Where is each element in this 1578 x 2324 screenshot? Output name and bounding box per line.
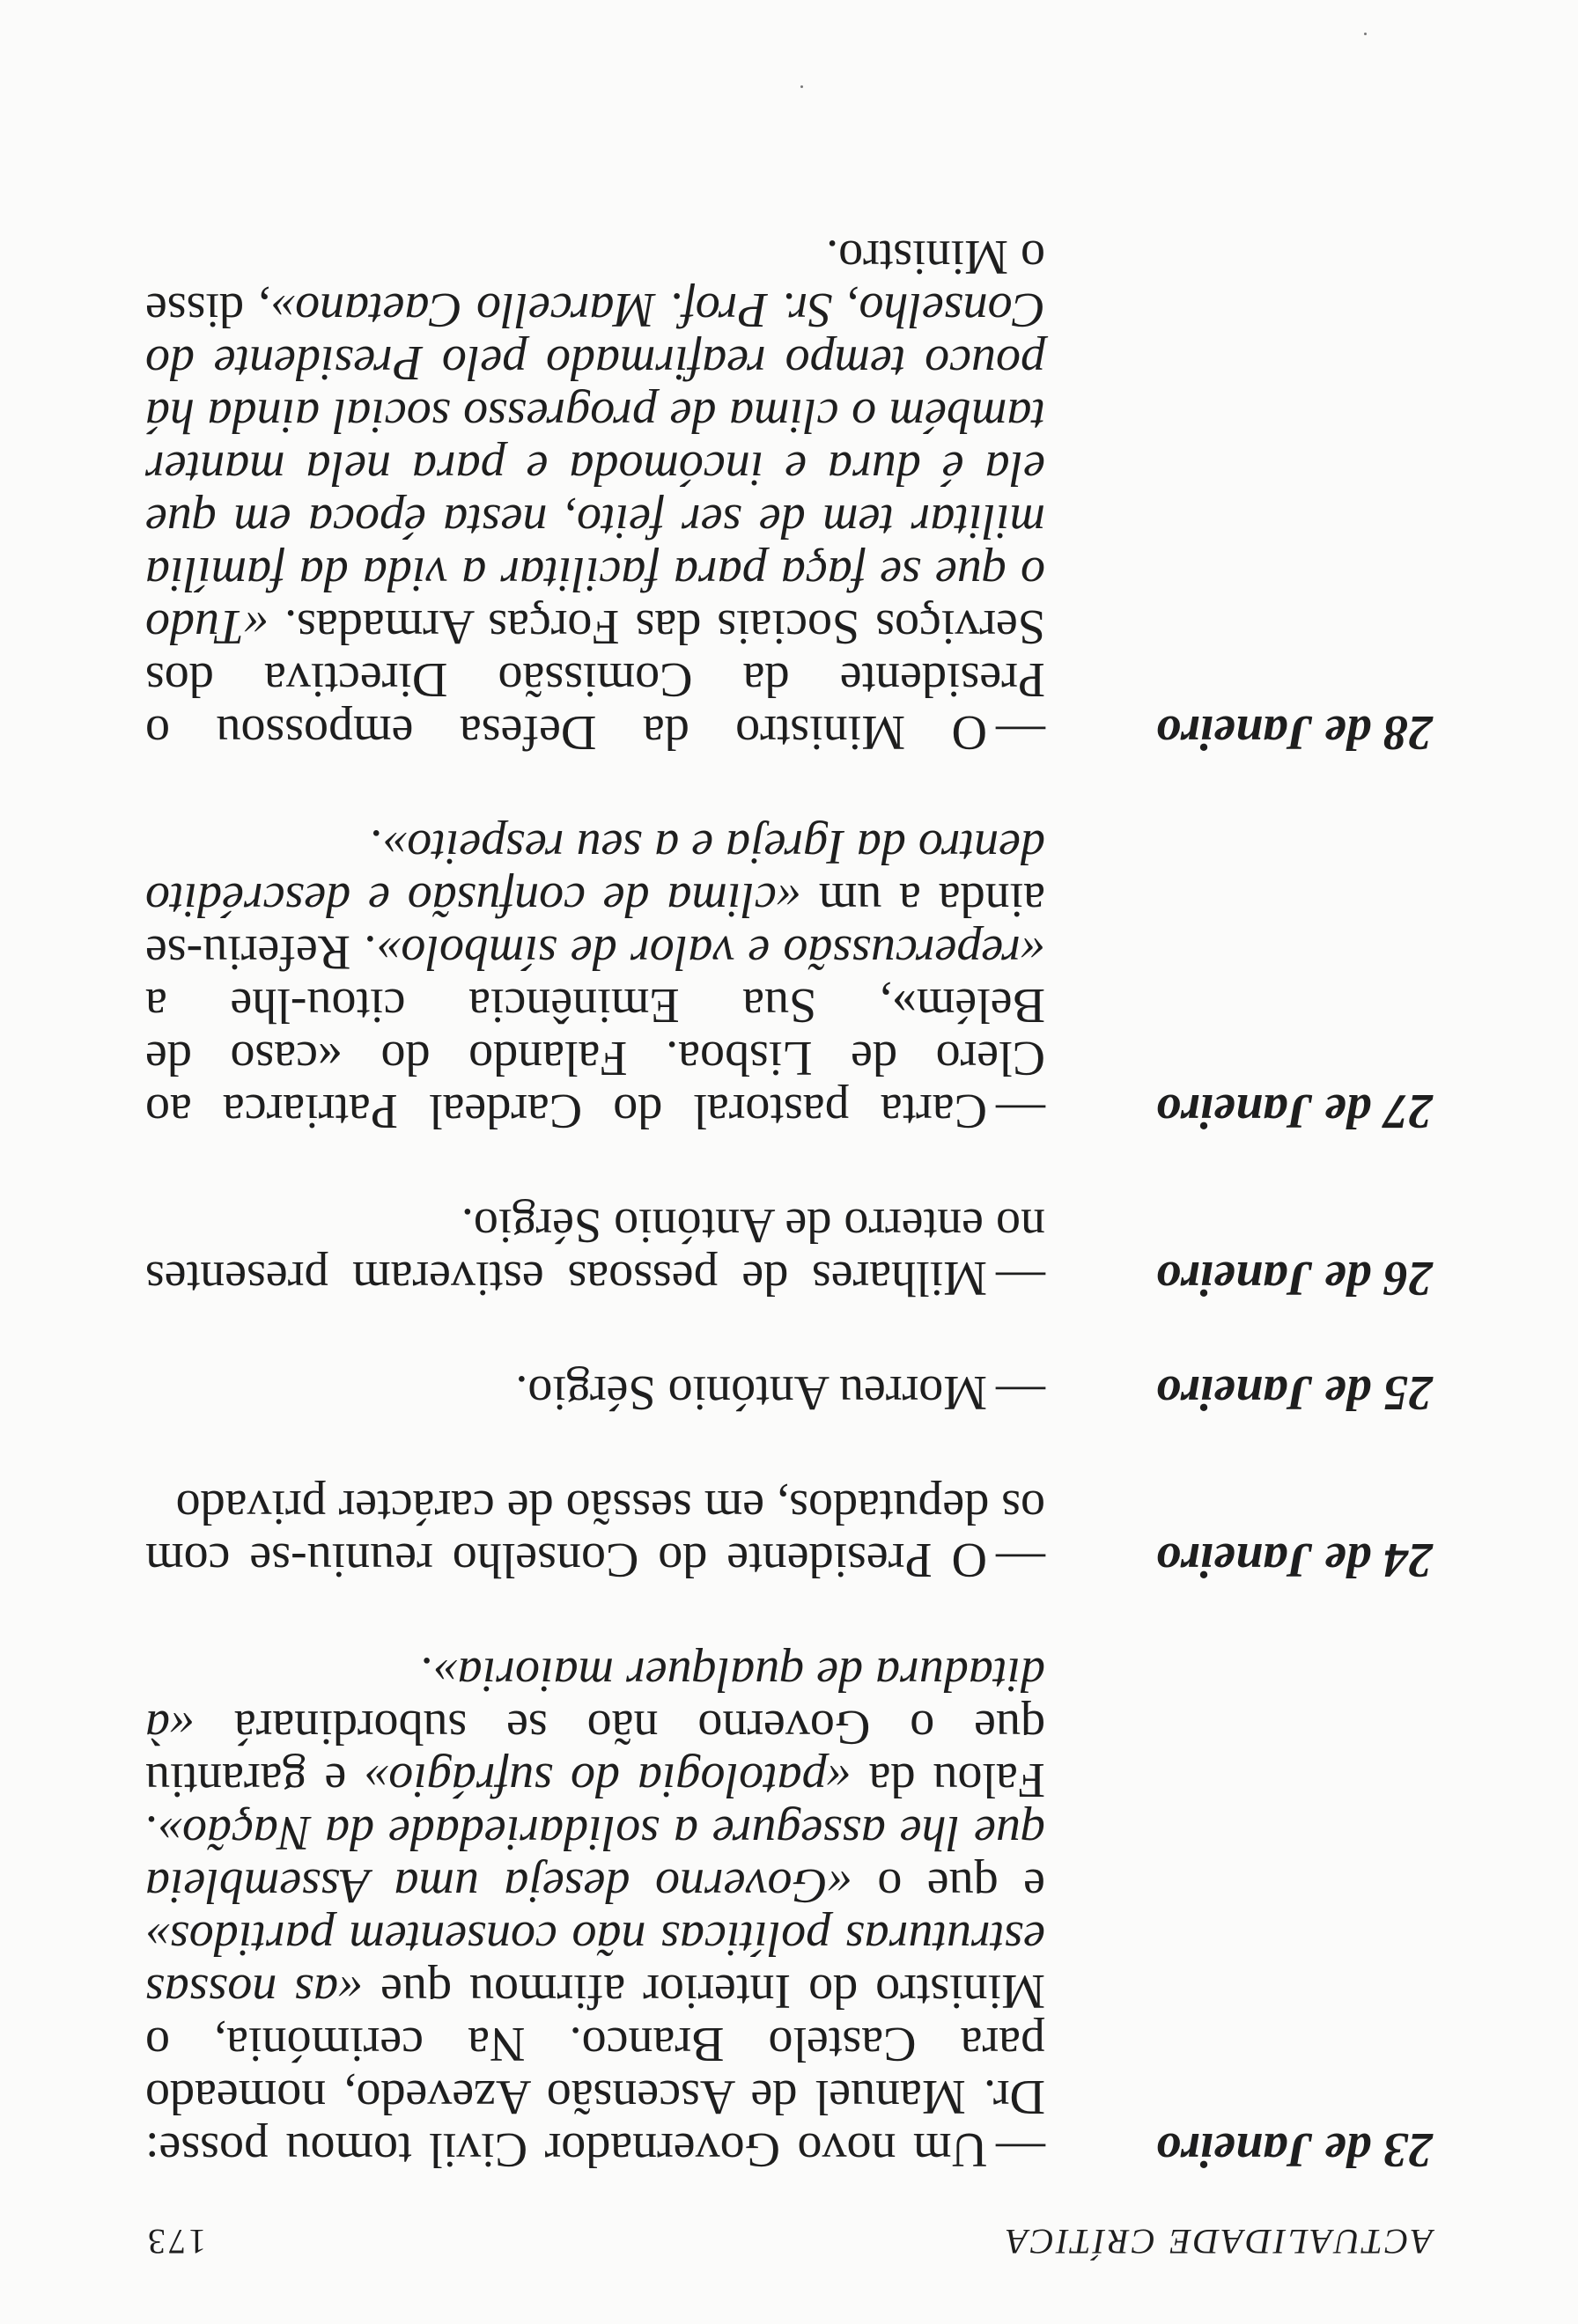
entry-date: 26 de Janeiro [1155, 1251, 1433, 1305]
entry-text: —Morreu António Sérgio. [515, 1365, 1045, 1420]
quote: «repercussão e valor de símbolo» [376, 925, 1045, 980]
em-dash: — [996, 1084, 1045, 1138]
entry-text: —O Ministro da Defesa empossou o Presidente da Comissão Directiva dos Serviços Sociais das Forças Armadas. «Tudo o que se faça para facilitar a vida da família militar tem de ser feito, nesta época em que ela é dura e incómoda e para nela manter também o clima de progresso social ainda há pouco tempo reafirmado pelo Presidente do Conselho, Sr. Prof. Marcello Caetano», disse o Ministro. [144, 230, 1045, 760]
em-dash: — [996, 705, 1045, 760]
entry-date: 24 de Janeiro [1155, 1533, 1433, 1587]
chronology-entry-27 [145, 820, 1433, 1137]
entry-date: 25 de Janeiro [1155, 1365, 1433, 1420]
entry-text: —Um novo Governador Civil tomou posse: Dr. Manuel de Ascensão Azevedo, nomeado para Castelo Branco. Na cerimónia, o Ministro do Interior afirmou que «as nossas estruturas políticas não consentem partidos» e que o «Governo deseja uma Assembleia que lhe assegure a solidariedade da Nação». Falou da «patologia do sufrágio» e garantiu que o Governo não se subordinará «à ditadura de qualquer maioria». [144, 1647, 1045, 2177]
entry-text: —O Presidente do Conselho reuniu-se com os deputados, em sessão de carácter privado [145, 1480, 1045, 1587]
chronology-entry-26 [145, 1199, 1433, 1305]
chronology-entry-23 [145, 1648, 1433, 2176]
chronology-entry-28 [145, 231, 1433, 759]
quote: «à ditadura de qualquer maioria» [145, 1647, 1045, 1754]
quote: «clima de confusão e descrédito dentro da Igreja e a seu respeito» [144, 820, 1045, 927]
running-title: ACTUALIDADE CRÍTICA [1004, 2222, 1433, 2261]
em-dash: — [996, 2122, 1045, 2177]
quote: «patologia do sufrágio» [364, 1753, 852, 1807]
running-head [145, 2210, 1433, 2262]
em-dash: — [996, 1251, 1045, 1305]
quote: «as nossas estruturas políticas não consentem partidos» [144, 1911, 1045, 2019]
chronology-entry-25 [145, 1366, 1433, 1419]
paper-speck [800, 85, 803, 88]
em-dash: — [996, 1533, 1045, 1587]
entry-text: —Carta pastoral do Cardeal Patriarca ao Clero de Lisboa. Falando do «caso de Belém», Sua Eminência citou-lhe a «repercussão e valor de símbolo». Referiu-se ainda a um «clima de confusão e descrédito dentro da Igreja e a seu respeito». [144, 820, 1045, 1138]
chronology-entry-24 [145, 1481, 1433, 1586]
quote: «Tudo o que se faça para facilitar a vida da família militar tem de ser feito, nesta época em que ela é dura e incómoda e para nela manter também o clima de progresso social ainda há pouco tempo reafirmado pelo Presidente do Conselho, Sr. Prof. Marcello Caetano» [145, 283, 1045, 654]
entry-date: 28 de Janeiro [1155, 705, 1433, 760]
entry-date: 23 de Janeiro [1155, 2122, 1433, 2177]
paper-speck [1364, 33, 1367, 35]
quote: «Governo deseja uma Assembleia que lhe assegure a solidariedade da Nação» [145, 1806, 1045, 1913]
chronology-body [145, 169, 1433, 2176]
entry-text: —Milhares de pessoas estiveram presentes no enterro de António Sérgio. [145, 1198, 1045, 1305]
entry-date: 27 de Janeiro [1155, 1084, 1433, 1138]
em-dash: — [996, 1365, 1045, 1420]
page-number: 173 [145, 2222, 206, 2261]
